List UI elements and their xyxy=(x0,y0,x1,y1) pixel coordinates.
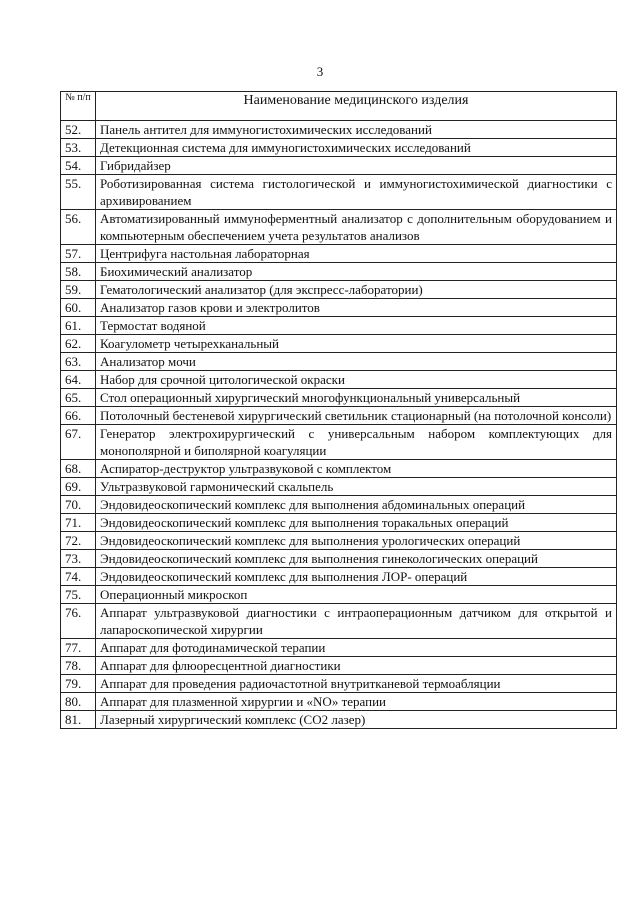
row-device-name: Аспиратор-деструктор ультразвуковой с комплектом xyxy=(96,460,617,478)
row-number: 61. xyxy=(61,317,96,335)
table-row xyxy=(61,657,617,675)
row-number: 79. xyxy=(61,675,96,693)
row-number: 70. xyxy=(61,496,96,514)
row-device-name: Аппарат ультразвуковой диагностики с интраоперационным датчиком для открытой и лапароскопической хирургии xyxy=(96,604,617,639)
table-row xyxy=(61,639,617,657)
row-number: 60. xyxy=(61,299,96,317)
row-device-name: Аппарат для проведения радиочастотной внутритканевой термоабляции xyxy=(96,675,617,693)
row-device-name: Гибридайзер xyxy=(96,157,617,175)
row-number: 56. xyxy=(61,210,96,245)
row-device-name: Автоматизированный иммуноферментный анализатор с дополнительным оборудованием и компьютерным обеспечением учета результатов анализов xyxy=(96,210,617,245)
row-device-name: Коагулометр четырехканальный xyxy=(96,335,617,353)
row-number: 57. xyxy=(61,245,96,263)
row-device-name: Стол операционный хирургический многофункциональный универсальный xyxy=(96,389,617,407)
table-row xyxy=(61,711,617,729)
row-number: 69. xyxy=(61,478,96,496)
medical-devices-table xyxy=(60,91,617,729)
row-device-name: Эндовидеоскопический комплекс для выполнения урологических операций xyxy=(96,532,617,550)
row-number: 74. xyxy=(61,568,96,586)
row-device-name: Операционный микроскоп xyxy=(96,586,617,604)
row-device-name: Анализатор газов крови и электролитов xyxy=(96,299,617,317)
row-number: 72. xyxy=(61,532,96,550)
row-device-name: Эндовидеоскопический комплекс для выполнения ЛОР- операций xyxy=(96,568,617,586)
row-number: 65. xyxy=(61,389,96,407)
row-device-name: Лазерный хирургический комплекс (СО2 лазер) xyxy=(96,711,617,729)
table-row xyxy=(61,157,617,175)
table-row xyxy=(61,568,617,586)
row-number: 64. xyxy=(61,371,96,389)
table-row xyxy=(61,532,617,550)
row-device-name: Генератор электрохирургический с универсальным набором комплектующих для монополярной и биполярной коагуляции xyxy=(96,425,617,460)
table-row xyxy=(61,317,617,335)
row-device-name: Центрифуга настольная лабораторная xyxy=(96,245,617,263)
row-device-name: Набор для срочной цитологической окраски xyxy=(96,371,617,389)
row-number: 77. xyxy=(61,639,96,657)
row-device-name: Роботизированная система гистологической и иммуногистохимической диагностики с архивированием xyxy=(96,175,617,210)
row-number: 68. xyxy=(61,460,96,478)
table-row xyxy=(61,478,617,496)
row-device-name: Аппарат для плазменной хирургии и «NO» терапии xyxy=(96,693,617,711)
row-number: 66. xyxy=(61,407,96,425)
table-row xyxy=(61,604,617,639)
row-number: 63. xyxy=(61,353,96,371)
row-device-name: Детекционная система для иммуногистохимических исследований xyxy=(96,139,617,157)
table-row xyxy=(61,693,617,711)
table-row xyxy=(61,210,617,245)
row-number: 71. xyxy=(61,514,96,532)
row-device-name: Анализатор мочи xyxy=(96,353,617,371)
row-number: 54. xyxy=(61,157,96,175)
table-row xyxy=(61,586,617,604)
table-row xyxy=(61,299,617,317)
table-row xyxy=(61,407,617,425)
table-row xyxy=(61,263,617,281)
row-device-name: Аппарат для фотодинамической терапии xyxy=(96,639,617,657)
table-row xyxy=(61,389,617,407)
row-number: 78. xyxy=(61,657,96,675)
row-number: 80. xyxy=(61,693,96,711)
row-device-name: Ультразвуковой гармонический скальпель xyxy=(96,478,617,496)
table-row xyxy=(61,496,617,514)
row-number: 67. xyxy=(61,425,96,460)
table-row xyxy=(61,353,617,371)
table-row xyxy=(61,675,617,693)
row-number: 52. xyxy=(61,121,96,139)
row-device-name: Аппарат для флюоресцентной диагностики xyxy=(96,657,617,675)
table-row xyxy=(61,121,617,139)
row-number: 55. xyxy=(61,175,96,210)
table-row xyxy=(61,335,617,353)
row-number: 81. xyxy=(61,711,96,729)
row-device-name: Гематологический анализатор (для экспресс-лаборатории) xyxy=(96,281,617,299)
row-number: 76. xyxy=(61,604,96,639)
row-device-name: Потолочный бестеневой хирургический светильник стационарный (на потолочной консоли) xyxy=(96,407,617,425)
row-device-name: Панель антител для иммуногистохимических исследований xyxy=(96,121,617,139)
row-device-name: Термостат водяной xyxy=(96,317,617,335)
table-row xyxy=(61,550,617,568)
row-number: 59. xyxy=(61,281,96,299)
table-row xyxy=(61,139,617,157)
table-row xyxy=(61,460,617,478)
row-number: 62. xyxy=(61,335,96,353)
row-device-name: Биохимический анализатор xyxy=(96,263,617,281)
row-number: 73. xyxy=(61,550,96,568)
header-number: № п/п xyxy=(61,92,96,121)
table-row xyxy=(61,175,617,210)
row-device-name: Эндовидеоскопический комплекс для выполнения абдоминальных операций xyxy=(96,496,617,514)
row-device-name: Эндовидеоскопический комплекс для выполнения гинекологических операций xyxy=(96,550,617,568)
table-row xyxy=(61,425,617,460)
row-number: 53. xyxy=(61,139,96,157)
header-name: Наименование медицинского изделия xyxy=(96,92,617,121)
table-row xyxy=(61,514,617,532)
table-row xyxy=(61,371,617,389)
table-header-row xyxy=(61,92,617,121)
page-number: 3 xyxy=(316,64,324,79)
row-device-name: Эндовидеоскопический комплекс для выполнения торакальных операций xyxy=(96,514,617,532)
table-row xyxy=(61,281,617,299)
table-row xyxy=(61,245,617,263)
row-number: 75. xyxy=(61,586,96,604)
row-number: 58. xyxy=(61,263,96,281)
